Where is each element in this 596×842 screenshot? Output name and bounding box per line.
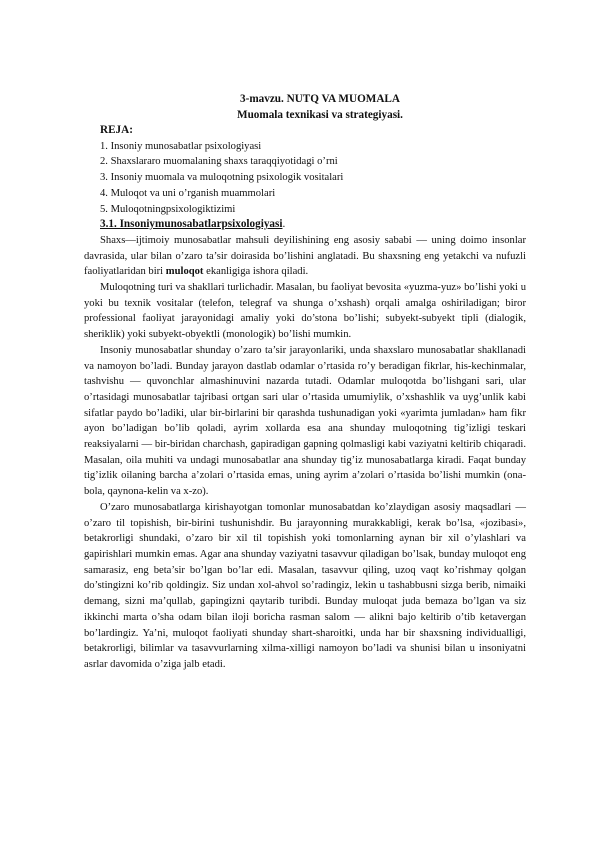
plan-list xyxy=(84,139,526,218)
body-paragraph: O’zaro munosabatlarga kirishayotgan tomonlar munosabatdan ko’zlaydigan asosiy maqsadlari — o’zaro til topishish, bir-birini tushunishdir. Bu jarayonning murakkabligi, kerak bo’lsa, «jozibasi», betakrorligi shundaki, o’zaro bir xil til topishish yoki tomonlarning aynan bir xil o’ylashlari va gapirishlari mumkin emas. Agar ana shunday vaziyatni tasavvur qiladigan bo’lsak, bunday muloqot eng samarasiz, eng beta’sir bo’lgan bo’lar edi. Masalan, tasavvur qiling, uzoq vaqt ko’rishmay qolgan do’stingizni ko’rib qoldingiz. Siz undan xol-ahvol so’radingiz, lekin u tashabbusni sizga berib, nimaiki demang, sizni ma’qullab, gapingizni qaytarib turibdi. Bunday muloqat juda bemaza bo’lgan va siz ikkinchi marta o’sha odam bilan iloji boricha rasman salom — alikni bajo keltirib o’tib ketavergan bo’lardingiz. Ya’ni, muloqot faoliyati shunday shart-sharoitki, unda har bir shaxsning individualligi, betakrorligi, bilimlar va tasavvurlarning xilma-xilligi namoyon bo’ladi va shunisi bilan u insoniyatni asrlar davomida o’ziga jalb etadi. xyxy=(84,501,526,670)
plan-heading: REJA: xyxy=(100,124,133,136)
plan-item: 2. Shaxslararo muomalaning shaxs taraqqiyotidagi o’rni xyxy=(100,156,338,168)
plan-item: 5. Muloqotningpsixologiktizimi xyxy=(100,203,236,215)
emphasis-word: muloqot xyxy=(165,266,204,278)
plan-item: 4. Muloqot va uni o’rganish muammolari xyxy=(100,187,276,199)
plan-item: 3. Insoniy muomala va muloqotning psixologik vositalari xyxy=(100,172,344,184)
body-paragraph: Muloqotning turi va shakllari turlichadir. Masalan, bu faoliyat bevosita «yuzma-yuz» bo’lishi yoki u yoki bu texnik vositalar (telefon, telegraf va shunga o’xshash) orqali amalga oshiriladigan; biror professional faoliyat jarayonidagi amaliy yoki do’stona bo’lishi; subyekt-subyekt tipli (dialogik, sheriklik) yoki subyekt-obyektli (monologik) bo’lishi mumkin. xyxy=(84,282,526,341)
paragraph-text: Shaxs—ijtimoiy munosabatlar mahsuli deyilishining eng asosiy sababi — uning doimo insonlar davrasida, ular bilan o’zaro ta’sir doirasida bo’lishini anglatadi. Bu shaxsning eng yetakchi va nufuzli faoliyatlaridan biri xyxy=(84,234,526,278)
page-title: 3-mavzu. NUTQ VA MUOMALA xyxy=(240,93,400,105)
body-paragraph: Insoniy munosabatlar shunday o’zaro ta’sir jarayonlariki, unda shaxslaro munosabatlar shakllanadi va namoyon bo’ladi. Bunday jarayon dastlab odamlar o’rtasida ro’y beradigan fikrlar, his-kechinmalar, tashvishu — quvonchlar almashinuvini nazarda tutadi. Odamlar muloqotda bo’lishgani sari, ular o’rtasidagi munosabatlar tajribasi ortgan sari ular o’rtasida umumiylik, o’xshashlik va uyg’unlik kabi sifatlar paydo bo’ladiki, ular bir-birlarini bir qarashda tushunadigan yoki «yarimta jumladan» ham fikr ayon bo’ladigan bo’lib qoladi, ayrim xollarda esa ana shunday muloqotning tig’izligi teskari reaksiyalarni — bir-biridan charchash, gapiradigan gapning qolmasligi kabi vaziyatni keltirib chiqaradi. Masalan, oila muhiti va undagi munosabatlar ana shunday tig’iz munosabatlarga kiradi. Faqat bunday tig’izlik oilaning barcha a’zolari o’rtasida emas, uning ayrim a’zolari o’rtasida bo’lishi mumkin (ona-bola, qaynona-kelin va x-zo). xyxy=(84,344,526,498)
section-heading xyxy=(100,217,526,233)
body-paragraph xyxy=(84,233,526,280)
document-body xyxy=(84,123,526,673)
section-heading-period: . xyxy=(282,218,286,231)
section-heading-text: 3.1. Insoniymunosabatlarpsixologiyasi xyxy=(100,218,283,231)
plan-item: 1. Insoniy munosabatlar psixologiyasi xyxy=(100,140,262,152)
page-subtitle: Muomala texnikasi va strategiyasi. xyxy=(237,109,403,121)
paragraph-text-end: ekanligiga ishora qiladi. xyxy=(203,266,309,278)
